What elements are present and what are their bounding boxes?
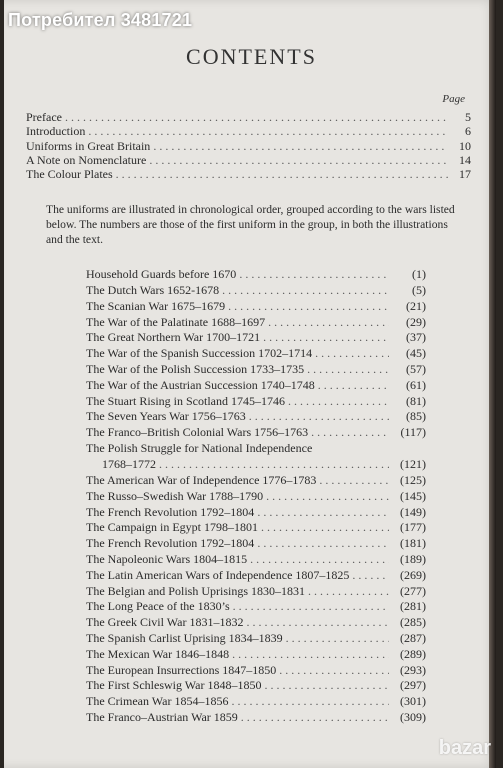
toc-entry: A Note on Nomenclature . . . 14 (26, 153, 471, 167)
intro-paragraph: The uniforms are illustrated in chronological order, grouped according to the wars listed below. The numbers are those of the first uniform in the group, in both the illustrations and the text. (46, 203, 455, 246)
war-entry: Household Guards before 1670 . . . (1) (86, 267, 426, 283)
war-entry: The Stuart Rising in Scotland 1745–1746 . . . (81) (86, 394, 426, 410)
war-entry: The Dutch Wars 1652-1678 . . . (5) (86, 283, 426, 299)
toc-entry: Uniforms in Great Britain . . . 10 (26, 139, 471, 153)
war-entry: The Napoleonic Wars 1804–1815 . . . (189) (86, 552, 426, 568)
page-edge-shadow (489, 0, 496, 768)
toc-entry: The Colour Plates . . . 17 (26, 167, 471, 181)
war-entry: The Crimean War 1854–1856 . . . (301) (86, 694, 426, 710)
war-entry: The French Revolution 1792–1804 . . . (181) (86, 536, 426, 552)
war-entry: The Belgian and Polish Uprisings 1830–1831 . . . (277) (86, 584, 426, 600)
war-entry: The American War of Independence 1776–1783 . . . (125) (86, 473, 426, 489)
toc-entry: Introduction . . . 6 (26, 124, 471, 138)
war-entry: The Polish Struggle for National Independence 1768–1772 . . . (121) (86, 441, 426, 473)
wars-list (86, 267, 426, 726)
page-title: CONTENTS (186, 44, 317, 69)
war-entry: The Greek Civil War 1831–1832 . . . (285) (86, 615, 426, 631)
war-entry: The Long Peace of the 1830’s . . . (281) (86, 599, 426, 615)
page-column-label: Page (442, 93, 465, 105)
war-entry: The War of the Polish Succession 1733–1735 . . . (57) (86, 362, 426, 378)
war-entry: The War of the Spanish Succession 1702–1714 . . . (45) (86, 346, 426, 362)
war-entry: The Mexican War 1846–1848 . . . (289) (86, 647, 426, 663)
war-entry: The War of the Palatinate 1688–1697 . . . (29) (86, 315, 426, 331)
war-entry: The Franco–British Colonial Wars 1756–1763 . . . (117) (86, 425, 426, 441)
toc-entry: Preface . . . 5 (26, 110, 471, 124)
war-entry: The First Schleswig War 1848–1850 . . . (297) (86, 678, 426, 694)
war-entry: The Franco–Austrian War 1859 . . . (309) (86, 710, 426, 726)
war-entry: The European Insurrections 1847–1850 . . . (293) (86, 663, 426, 679)
watermark-username: Потребител 3481721 (8, 10, 193, 30)
bazar-logo: bazar (438, 737, 491, 759)
war-entry: The Russo–Swedish War 1788–1790 . . . (145) (86, 489, 426, 505)
war-entry: The Great Northern War 1700–1721 . . . (37) (86, 330, 426, 346)
war-entry: The Campaign in Egypt 1798–1801 . . . (177) (86, 520, 426, 536)
war-entry: The War of the Austrian Succession 1740–1748 . . . (61) (86, 378, 426, 394)
front-matter-list (26, 110, 471, 181)
war-entry: The Spanish Carlist Uprising 1834–1839 . . . (287) (86, 631, 426, 647)
war-entry: The French Revolution 1792–1804 . . . (149) (86, 505, 426, 521)
war-entry: The Latin American Wars of Independence 1807–1825 . . . (269) (86, 568, 426, 584)
war-entry: The Seven Years War 1756–1763 . . . (85) (86, 409, 426, 425)
war-entry: The Scanian War 1675–1679 . . . (21) (86, 299, 426, 315)
